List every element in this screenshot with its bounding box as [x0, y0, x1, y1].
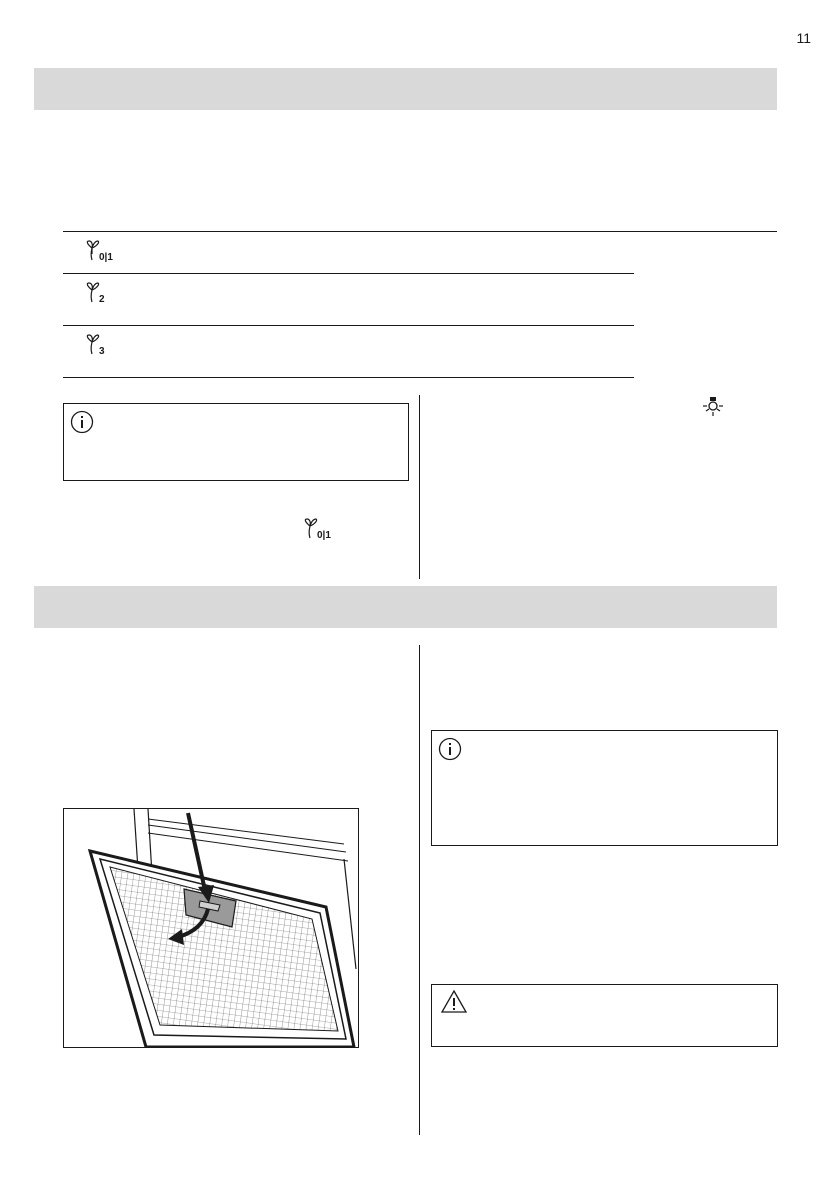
fan-speed-3-icon: [84, 334, 114, 356]
grease-filter-drawing: [64, 809, 358, 1047]
table-row-divider: [63, 325, 634, 326]
fan-speed-0-1-icon: [302, 518, 338, 540]
grease-filter-removal-illustration: [63, 808, 359, 1048]
fan-speed-2-icon: [84, 282, 114, 304]
column-divider: [419, 645, 420, 1135]
table-top-rule: [63, 231, 777, 232]
information-icon: [437, 736, 463, 762]
table-row-divider: [63, 273, 634, 274]
section-header-bar: [34, 586, 777, 628]
light-icon: [700, 394, 726, 418]
info-note-box: [431, 730, 778, 846]
table-bottom-rule: [63, 377, 634, 378]
column-divider: [419, 395, 420, 579]
section-header-bar: [34, 68, 777, 110]
fan-speed-0-1-icon: [84, 240, 120, 262]
info-note-box: [63, 403, 409, 481]
page-number: 11: [796, 30, 811, 46]
warning-note-box: [431, 984, 778, 1047]
fan-speed-label: 2: [99, 294, 105, 304]
warning-icon: [440, 989, 468, 1015]
fan-speed-label: 3: [99, 346, 105, 356]
fan-speed-label: 0|1: [99, 252, 113, 262]
information-icon: [69, 409, 95, 435]
fan-speed-label: 0|1: [317, 530, 331, 540]
